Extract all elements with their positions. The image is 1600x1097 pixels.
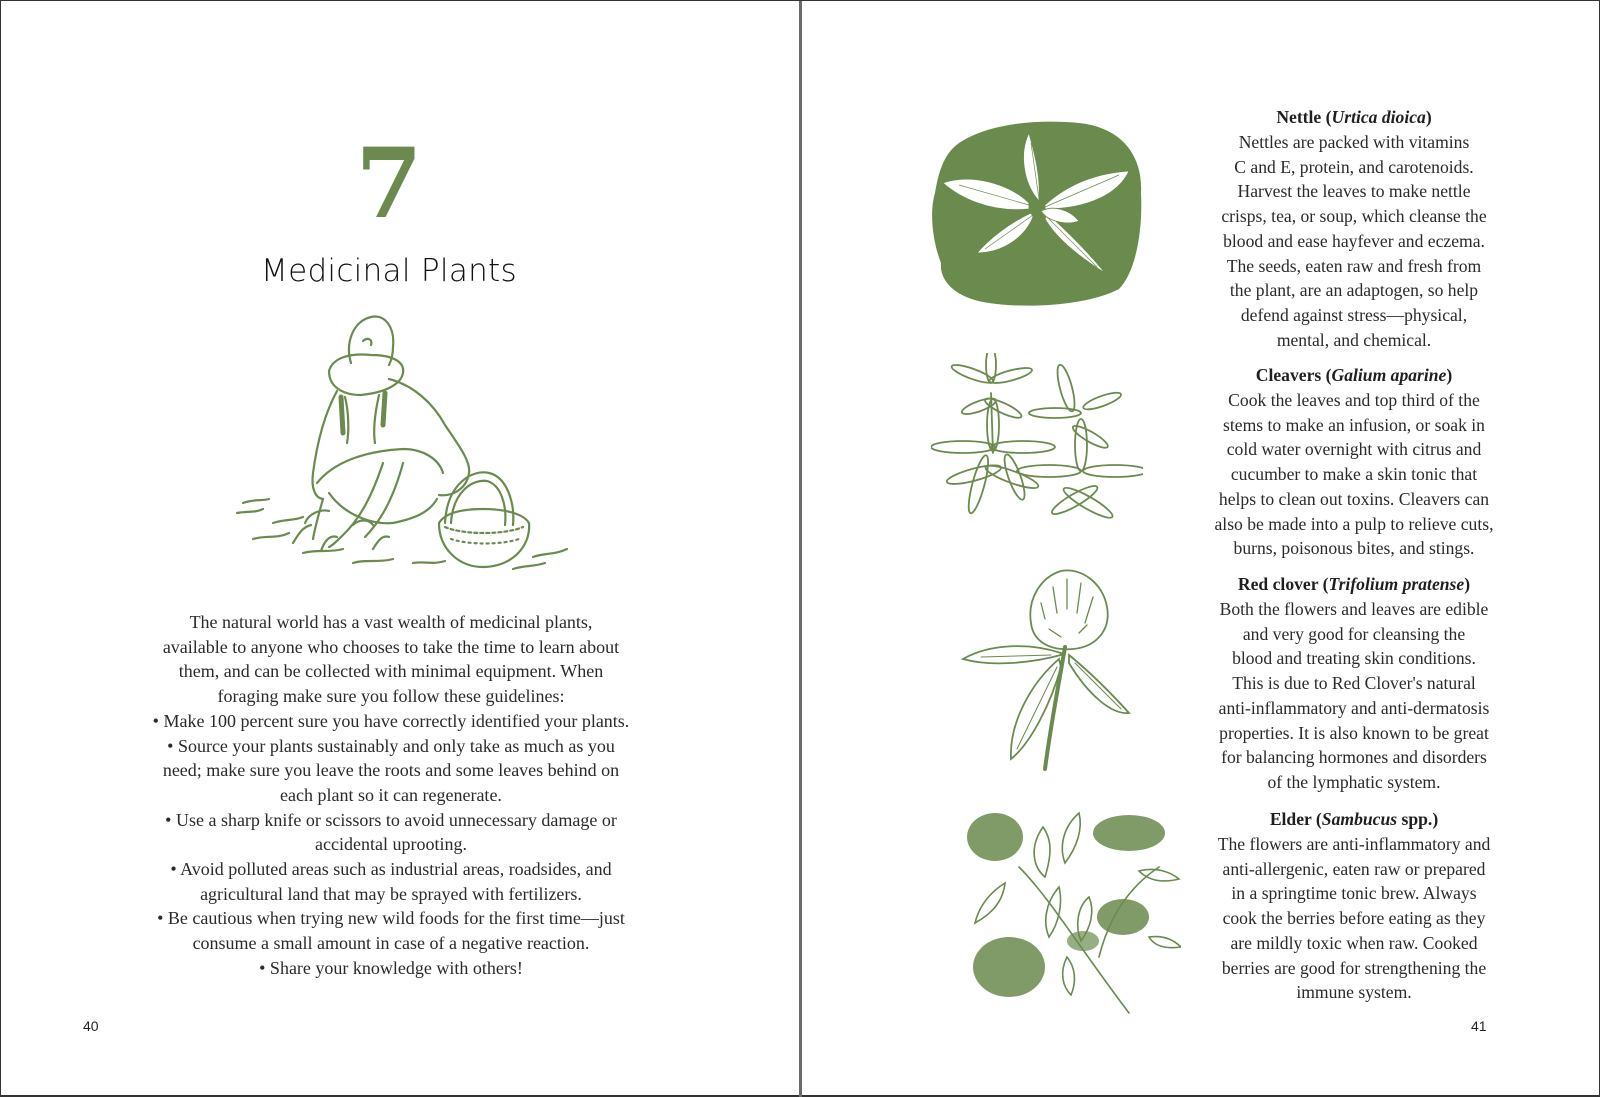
entry-line: for balancing hormones and disorders xyxy=(1221,747,1487,768)
entry-line: Both the flowers and leaves are edible xyxy=(1219,598,1489,619)
chapter-number: 7 xyxy=(355,127,423,240)
entry-line: Cook the leaves and top third of the xyxy=(1228,389,1480,410)
entry-line: cucumber to make a skin tonic that xyxy=(1230,464,1478,484)
guideline-bullet: • Share your knowledge with others! xyxy=(259,957,523,978)
elder-illustration-icon xyxy=(959,807,1181,1017)
body-line: foraging make sure you follow these guidelines: xyxy=(217,686,565,707)
entry-line: cold water overnight with citrus and xyxy=(1226,439,1482,460)
body-line: each plant so it can regenerate. xyxy=(280,784,502,805)
entry-line: burns, poisonous bites, and stings. xyxy=(1233,538,1475,559)
entry-line: immune system. xyxy=(1296,982,1412,1003)
entry-line: anti-allergenic, eaten raw or prepared xyxy=(1222,858,1486,879)
entry-line: berries are good for strengthening the xyxy=(1221,957,1487,978)
entry-line: The seeds, eaten raw and fresh from xyxy=(1226,255,1482,276)
body-line: consume a small amount in case of a negative reaction. xyxy=(192,933,590,954)
body-line: accidental uprooting. xyxy=(315,834,467,855)
chapter-title: Medicinal Plants xyxy=(261,253,517,289)
entry-line: also be made into a pulp to relieve cuts, xyxy=(1214,513,1494,534)
body-line: need; make sure you leave the roots and some leaves behind on xyxy=(162,760,620,781)
entry-line: cook the berries before eating as they xyxy=(1222,908,1486,928)
body-line: available to anyone who chooses to take the time to learn about xyxy=(162,636,620,657)
entry-line: properties. It is also known to be great xyxy=(1219,722,1489,743)
entry-heading: Red clover (Trifolium pratense) xyxy=(1237,574,1471,594)
entry-red-clover xyxy=(1194,572,1514,795)
entry-line: and very good for cleansing the xyxy=(1242,623,1466,644)
entry-cleavers xyxy=(1194,363,1514,561)
red-clover-illustration-icon xyxy=(961,563,1151,773)
entry-elder xyxy=(1194,807,1514,1005)
entry-heading: Elder (Sambucus spp.) xyxy=(1269,809,1439,829)
entry-line: the plant, are an adaptogen, so help xyxy=(1229,280,1479,301)
nettle-illustration-icon xyxy=(929,113,1147,313)
entry-line: in a springtime tonic brew. Always xyxy=(1231,883,1477,904)
entry-heading: Cleavers (Galium aparine) xyxy=(1255,365,1453,385)
entry-line: are mildly toxic when raw. Cooked xyxy=(1230,932,1478,953)
page-number-right: 41 xyxy=(1471,1018,1487,1034)
entry-line: crisps, tea, or soup, which cleanse the xyxy=(1221,206,1487,226)
body-line: them, and can be collected with minimal equipment. When xyxy=(178,661,604,682)
guideline-bullet: • Use a sharp knife or scissors to avoid unnecessary damage or xyxy=(165,809,617,830)
guideline-bullet: • Source your plants sustainably and only take as much as you xyxy=(167,735,615,756)
entry-nettle xyxy=(1194,105,1514,353)
body-line: The natural world has a vast wealth of medicinal plants, xyxy=(189,612,593,632)
entry-line: This is due to Red Clover's natural xyxy=(1232,673,1476,693)
entry-line: Nettles are packed with vitamins xyxy=(1238,131,1470,152)
entry-line: stems to make an infusion, or soak in xyxy=(1223,414,1485,435)
entry-line: anti-inflammatory and anti-dermatosis xyxy=(1218,697,1490,718)
cleavers-illustration-icon xyxy=(931,353,1143,521)
entry-heading: Nettle (Urtica dioica) xyxy=(1276,107,1432,127)
guideline-bullet: • Be cautious when trying new wild foods for the first time—just xyxy=(157,908,625,929)
body-line: agricultural land that may be sprayed with fertilizers. xyxy=(200,883,582,904)
entry-line: defend against stress—physical, xyxy=(1240,305,1468,325)
entry-line: of the lymphatic system. xyxy=(1267,772,1441,792)
entry-line: helps to clean out toxins. Cleavers can xyxy=(1218,488,1490,509)
entry-line: mental, and chemical. xyxy=(1276,329,1432,350)
page-number-left: 40 xyxy=(83,1018,99,1034)
gutter-divider xyxy=(799,1,802,1097)
left-page xyxy=(1,1,799,1097)
guidelines-text xyxy=(141,610,641,981)
guideline-bullet: • Make 100 percent sure you have correctly identified your plants. xyxy=(152,710,630,731)
entry-line: C and E, protein, and carotenoids. xyxy=(1234,156,1474,177)
entry-line: Harvest the leaves to make nettle xyxy=(1237,181,1471,202)
entry-line: The flowers are anti-inflammatory and xyxy=(1217,833,1491,854)
entry-line: blood and ease hayfever and eczema. xyxy=(1223,230,1485,251)
guideline-bullet: • Avoid polluted areas such as industrial areas, roadsides, and xyxy=(170,859,612,880)
forager-illustration-icon xyxy=(233,313,575,588)
entry-line: blood and treating skin conditions. xyxy=(1232,648,1476,669)
